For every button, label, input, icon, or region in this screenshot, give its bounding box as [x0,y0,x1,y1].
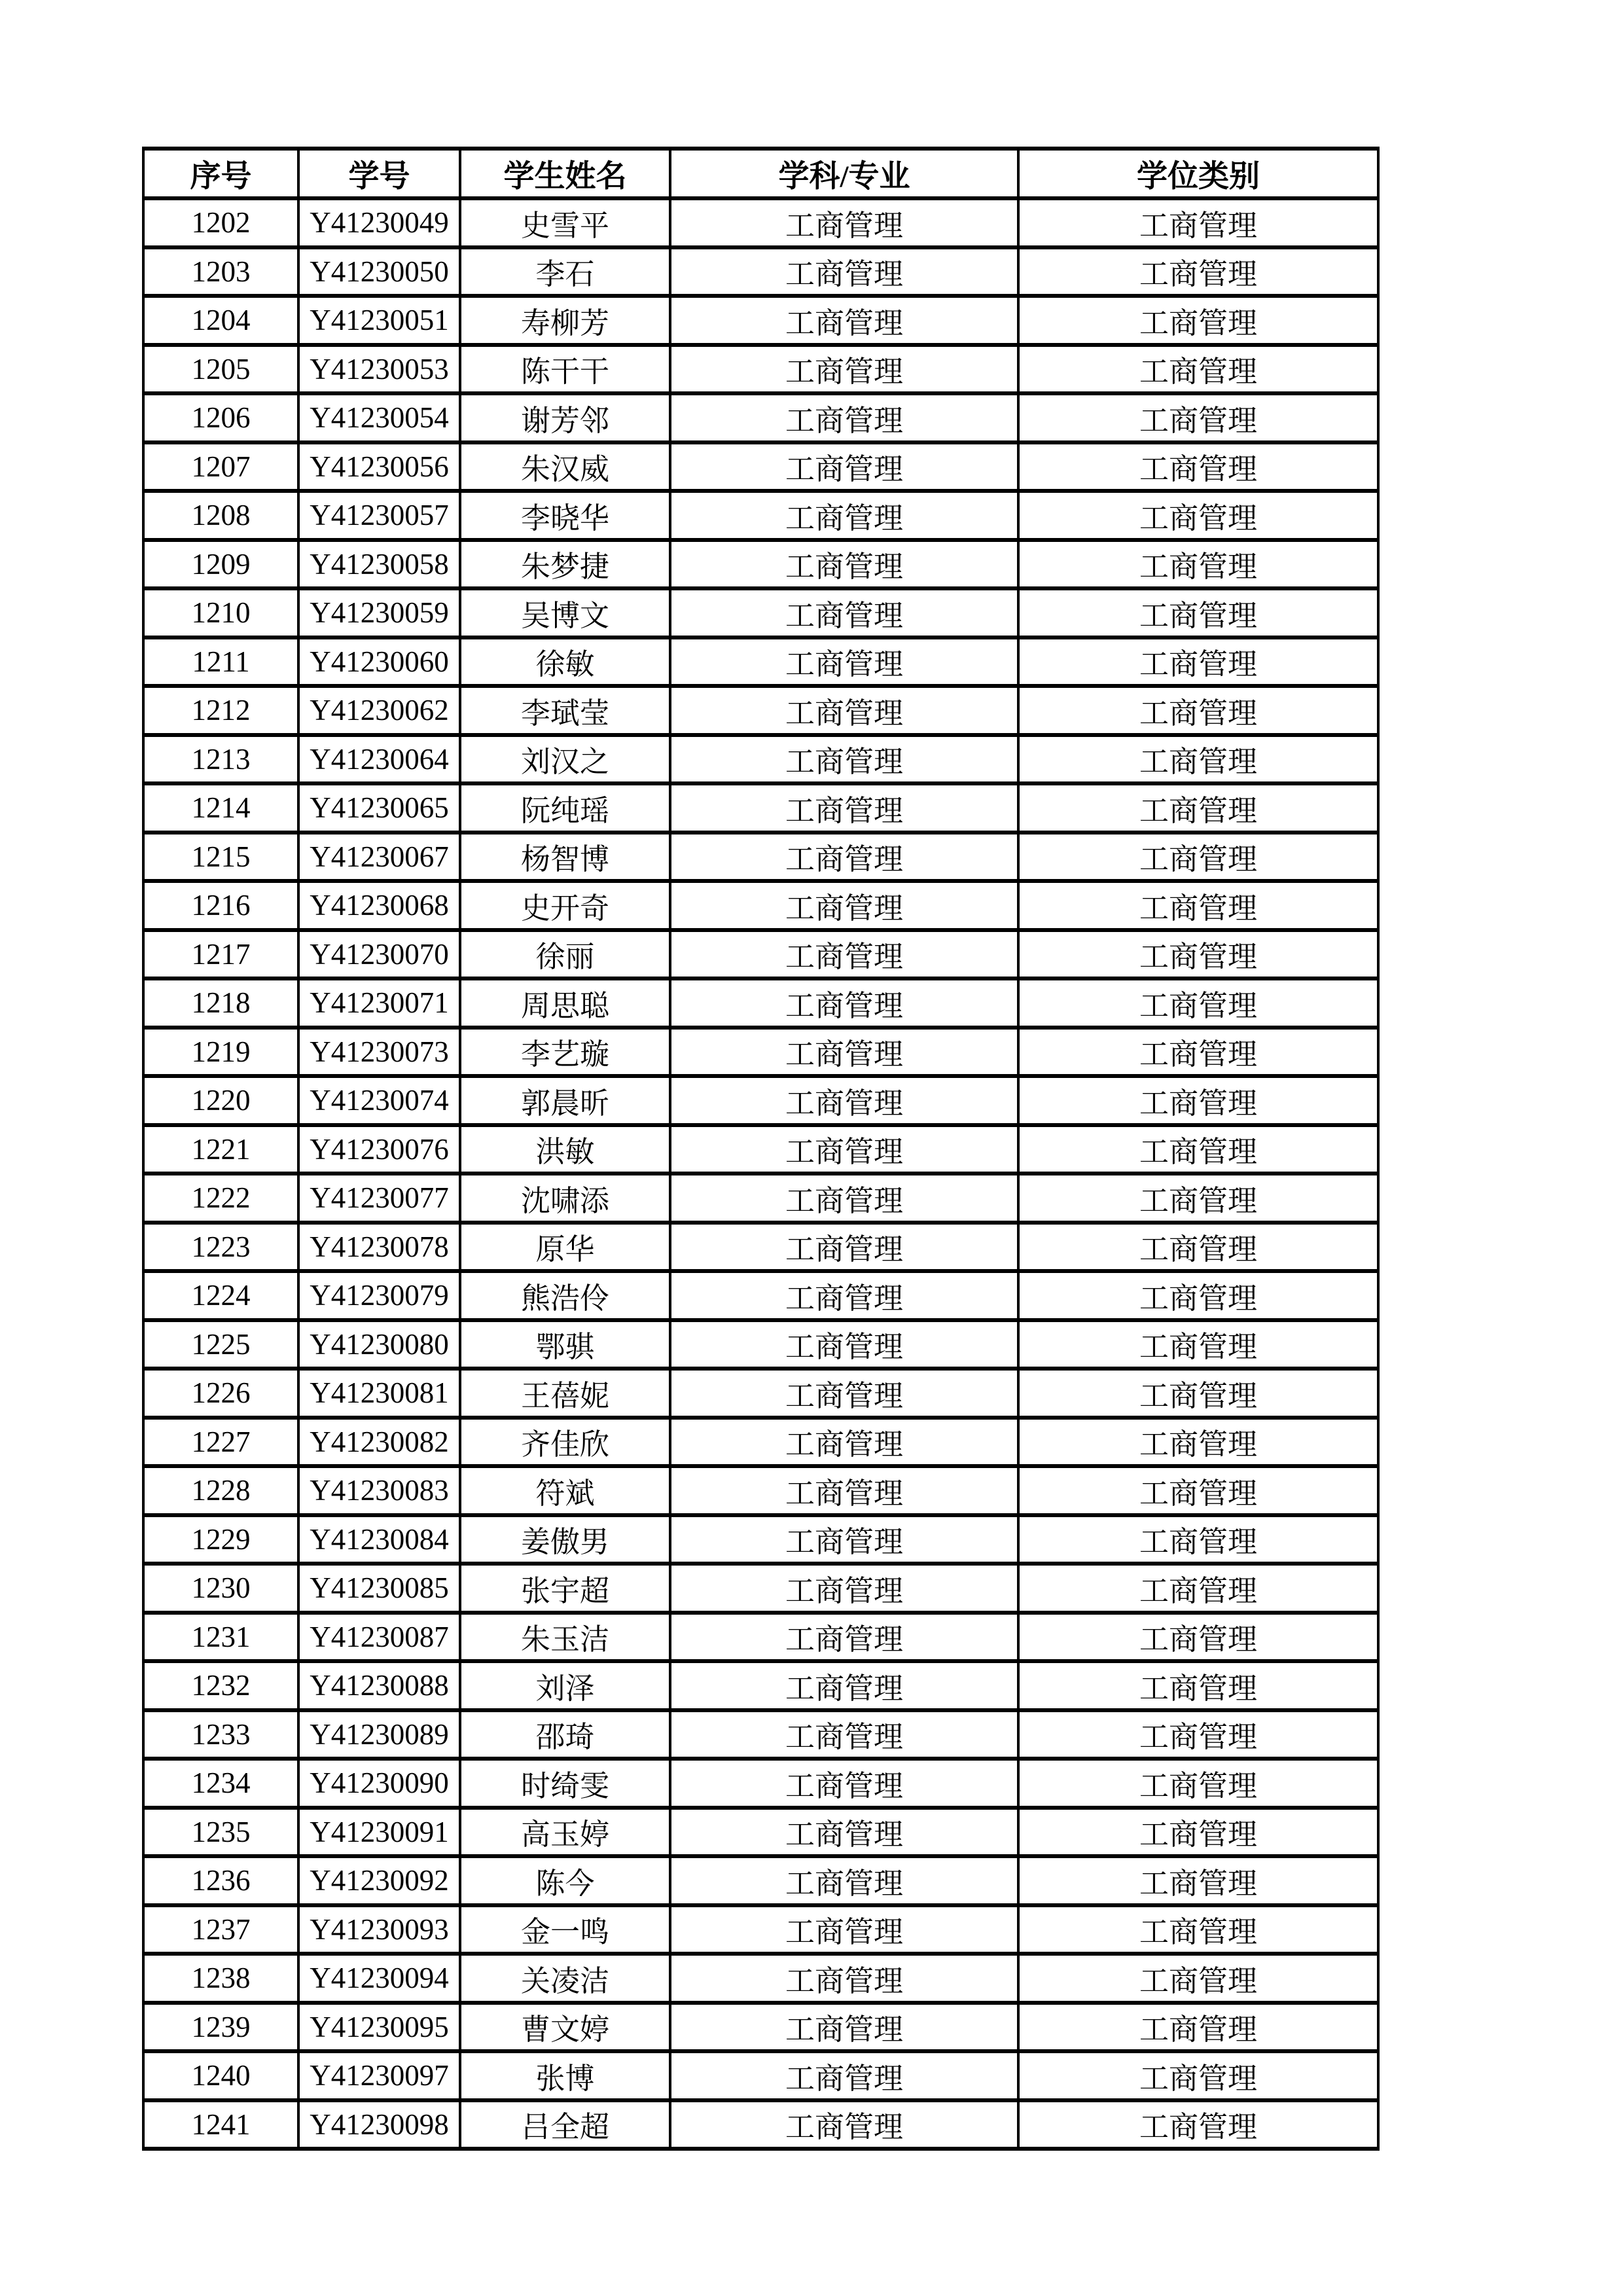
degree-cell: 工商管理 [1018,1905,1378,1954]
degree-cell: 工商管理 [1018,540,1378,589]
name-cell: 曹文婷 [460,2003,670,2052]
major-cell: 工商管理 [670,491,1018,540]
student-id-cell: Y41230059 [298,588,460,637]
table-row [143,1954,1378,2003]
degree-cell: 工商管理 [1018,2003,1378,2052]
student-id-cell: Y41230074 [298,1076,460,1125]
major-cell: 工商管理 [670,1759,1018,1808]
student-id-cell: Y41230081 [298,1369,460,1418]
serial-cell: 1209 [143,540,298,589]
degree-cell: 工商管理 [1018,296,1378,345]
major-cell: 工商管理 [670,686,1018,735]
student-id-cell: Y41230083 [298,1466,460,1515]
table-row [143,637,1378,687]
serial-cell: 1222 [143,1174,298,1223]
table-row [143,1125,1378,1174]
student-id-cell: Y41230093 [298,1905,460,1954]
serial-cell: 1240 [143,2051,298,2100]
name-cell: 陈干干 [460,345,670,394]
table-row [143,1076,1378,1125]
serial-cell: 1234 [143,1759,298,1808]
name-cell: 徐敏 [460,637,670,687]
major-cell: 工商管理 [670,588,1018,637]
name-cell: 原华 [460,1223,670,1272]
table-row [143,2003,1378,2052]
major-cell: 工商管理 [670,735,1018,784]
serial-cell: 1206 [143,393,298,442]
student-id-cell: Y41230078 [298,1223,460,1272]
degree-cell: 工商管理 [1018,930,1378,979]
serial-cell: 1221 [143,1125,298,1174]
major-cell: 工商管理 [670,1515,1018,1564]
serial-cell: 1220 [143,1076,298,1125]
serial-cell: 1216 [143,881,298,930]
degree-cell: 工商管理 [1018,1613,1378,1662]
serial-cell: 1207 [143,442,298,492]
table-row [143,833,1378,882]
degree-cell: 工商管理 [1018,881,1378,930]
degree-cell: 工商管理 [1018,1710,1378,1759]
degree-cell: 工商管理 [1018,1808,1378,1857]
student-id-cell: Y41230067 [298,833,460,882]
student-id-cell: Y41230085 [298,1564,460,1613]
column-header-student-id: 学号 [298,149,460,198]
name-cell: 李晓华 [460,491,670,540]
major-cell: 工商管理 [670,1320,1018,1369]
table-row [143,1564,1378,1613]
table-row [143,1613,1378,1662]
major-cell: 工商管理 [670,1223,1018,1272]
serial-cell: 1203 [143,247,298,296]
table-row [143,1466,1378,1515]
serial-cell: 1204 [143,296,298,345]
serial-cell: 1229 [143,1515,298,1564]
serial-cell: 1237 [143,1905,298,1954]
major-cell: 工商管理 [670,2051,1018,2100]
column-header-degree-type: 学位类别 [1018,149,1378,198]
major-cell: 工商管理 [670,1661,1018,1710]
student-id-cell: Y41230053 [298,345,460,394]
major-cell: 工商管理 [670,833,1018,882]
student-id-cell: Y41230089 [298,1710,460,1759]
major-cell: 工商管理 [670,881,1018,930]
degree-cell: 工商管理 [1018,1028,1378,1077]
degree-cell: 工商管理 [1018,198,1378,247]
table-row [143,1808,1378,1857]
name-cell: 史开奇 [460,881,670,930]
name-cell: 张博 [460,2051,670,2100]
student-id-cell: Y41230077 [298,1174,460,1223]
student-id-cell: Y41230076 [298,1125,460,1174]
major-cell: 工商管理 [670,1905,1018,1954]
serial-cell: 1238 [143,1954,298,2003]
major-cell: 工商管理 [670,198,1018,247]
name-cell: 洪敏 [460,1125,670,1174]
name-cell: 沈啸添 [460,1174,670,1223]
student-id-cell: Y41230082 [298,1418,460,1467]
table-row [143,1271,1378,1320]
major-cell: 工商管理 [670,1954,1018,2003]
table-row [143,1418,1378,1467]
serial-cell: 1227 [143,1418,298,1467]
name-cell: 吕全超 [460,2100,670,2149]
name-cell: 陈今 [460,1856,670,1905]
major-cell: 工商管理 [670,2100,1018,2149]
name-cell: 谢芳邻 [460,393,670,442]
serial-cell: 1208 [143,491,298,540]
student-id-cell: Y41230094 [298,1954,460,2003]
major-cell: 工商管理 [670,1808,1018,1857]
major-cell: 工商管理 [670,1466,1018,1515]
serial-cell: 1225 [143,1320,298,1369]
name-cell: 郭晨昕 [460,1076,670,1125]
degree-cell: 工商管理 [1018,833,1378,882]
student-id-cell: Y41230070 [298,930,460,979]
name-cell: 鄂骐 [460,1320,670,1369]
name-cell: 寿柳芳 [460,296,670,345]
table-row [143,198,1378,247]
student-id-cell: Y41230057 [298,491,460,540]
major-cell: 工商管理 [670,1174,1018,1223]
column-header-major: 学科/专业 [670,149,1018,198]
table-row [143,1223,1378,1272]
table-row [143,1028,1378,1077]
degree-cell: 工商管理 [1018,345,1378,394]
degree-cell: 工商管理 [1018,442,1378,492]
serial-cell: 1226 [143,1369,298,1418]
name-cell: 朱梦捷 [460,540,670,589]
table-row [143,1710,1378,1759]
serial-cell: 1232 [143,1661,298,1710]
table-row [143,686,1378,735]
student-id-cell: Y41230088 [298,1661,460,1710]
student-id-cell: Y41230095 [298,2003,460,2052]
name-cell: 熊浩伶 [460,1271,670,1320]
student-id-cell: Y41230068 [298,881,460,930]
degree-cell: 工商管理 [1018,978,1378,1028]
name-cell: 刘泽 [460,1661,670,1710]
table-row [143,393,1378,442]
degree-cell: 工商管理 [1018,1369,1378,1418]
serial-cell: 1217 [143,930,298,979]
major-cell: 工商管理 [670,540,1018,589]
student-id-cell: Y41230080 [298,1320,460,1369]
student-id-cell: Y41230050 [298,247,460,296]
name-cell: 朱汉威 [460,442,670,492]
name-cell: 姜傲男 [460,1515,670,1564]
serial-cell: 1205 [143,345,298,394]
degree-cell: 工商管理 [1018,1515,1378,1564]
student-id-cell: Y41230049 [298,198,460,247]
degree-cell: 工商管理 [1018,2051,1378,2100]
name-cell: 杨智博 [460,833,670,882]
student-id-cell: Y41230062 [298,686,460,735]
serial-cell: 1230 [143,1564,298,1613]
serial-cell: 1223 [143,1223,298,1272]
name-cell: 齐佳欣 [460,1418,670,1467]
degree-cell: 工商管理 [1018,1564,1378,1613]
table-row [143,588,1378,637]
name-cell: 李珷莹 [460,686,670,735]
name-cell: 时绮雯 [460,1759,670,1808]
student-id-cell: Y41230051 [298,296,460,345]
degree-cell: 工商管理 [1018,1418,1378,1467]
serial-cell: 1241 [143,2100,298,2149]
student-id-cell: Y41230097 [298,2051,460,2100]
table-row [143,1661,1378,1710]
table-row [143,1759,1378,1808]
students-roster-table [142,147,1380,2151]
name-cell: 吴博文 [460,588,670,637]
table-row [143,247,1378,296]
student-id-cell: Y41230065 [298,783,460,833]
degree-cell: 工商管理 [1018,491,1378,540]
name-cell: 周思聪 [460,978,670,1028]
degree-cell: 工商管理 [1018,1466,1378,1515]
serial-cell: 1211 [143,637,298,687]
serial-cell: 1218 [143,978,298,1028]
major-cell: 工商管理 [670,1613,1018,1662]
student-id-cell: Y41230087 [298,1613,460,1662]
name-cell: 王蓓妮 [460,1369,670,1418]
column-header-student-name: 学生姓名 [460,149,670,198]
degree-cell: 工商管理 [1018,637,1378,687]
degree-cell: 工商管理 [1018,1954,1378,2003]
degree-cell: 工商管理 [1018,1759,1378,1808]
major-cell: 工商管理 [670,1856,1018,1905]
degree-cell: 工商管理 [1018,1174,1378,1223]
degree-cell: 工商管理 [1018,1223,1378,1272]
serial-cell: 1202 [143,198,298,247]
serial-cell: 1224 [143,1271,298,1320]
serial-cell: 1213 [143,735,298,784]
major-cell: 工商管理 [670,1076,1018,1125]
serial-cell: 1219 [143,1028,298,1077]
serial-cell: 1210 [143,588,298,637]
major-cell: 工商管理 [670,1125,1018,1174]
table-row [143,1174,1378,1223]
student-id-cell: Y41230071 [298,978,460,1028]
major-cell: 工商管理 [670,978,1018,1028]
major-cell: 工商管理 [670,1564,1018,1613]
major-cell: 工商管理 [670,637,1018,687]
name-cell: 张宇超 [460,1564,670,1613]
degree-cell: 工商管理 [1018,247,1378,296]
major-cell: 工商管理 [670,393,1018,442]
degree-cell: 工商管理 [1018,588,1378,637]
major-cell: 工商管理 [670,1710,1018,1759]
major-cell: 工商管理 [670,783,1018,833]
column-header-serial: 序号 [143,149,298,198]
serial-cell: 1212 [143,686,298,735]
table-row [143,296,1378,345]
student-id-cell: Y41230073 [298,1028,460,1077]
student-id-cell: Y41230090 [298,1759,460,1808]
name-cell: 符斌 [460,1466,670,1515]
serial-cell: 1236 [143,1856,298,1905]
name-cell: 高玉婷 [460,1808,670,1857]
roster-body [143,198,1378,2149]
student-id-cell: Y41230084 [298,1515,460,1564]
degree-cell: 工商管理 [1018,686,1378,735]
degree-cell: 工商管理 [1018,1320,1378,1369]
student-id-cell: Y41230056 [298,442,460,492]
serial-cell: 1215 [143,833,298,882]
serial-cell: 1231 [143,1613,298,1662]
degree-cell: 工商管理 [1018,1661,1378,1710]
table-row [143,783,1378,833]
name-cell: 阮纯瑶 [460,783,670,833]
serial-cell: 1235 [143,1808,298,1857]
major-cell: 工商管理 [670,296,1018,345]
major-cell: 工商管理 [670,1028,1018,1077]
table-row [143,978,1378,1028]
major-cell: 工商管理 [670,442,1018,492]
serial-cell: 1228 [143,1466,298,1515]
table-row [143,345,1378,394]
degree-cell: 工商管理 [1018,393,1378,442]
table-row [143,1856,1378,1905]
table-row [143,1320,1378,1369]
degree-cell: 工商管理 [1018,2100,1378,2149]
major-cell: 工商管理 [670,345,1018,394]
name-cell: 金一鸣 [460,1905,670,1954]
name-cell: 关凌洁 [460,1954,670,2003]
serial-cell: 1233 [143,1710,298,1759]
serial-cell: 1214 [143,783,298,833]
student-id-cell: Y41230060 [298,637,460,687]
table-row [143,2100,1378,2149]
student-id-cell: Y41230064 [298,735,460,784]
name-cell: 李石 [460,247,670,296]
table-row [143,1369,1378,1418]
major-cell: 工商管理 [670,2003,1018,2052]
name-cell: 史雪平 [460,198,670,247]
degree-cell: 工商管理 [1018,1856,1378,1905]
name-cell: 邵琦 [460,1710,670,1759]
major-cell: 工商管理 [670,930,1018,979]
name-cell: 刘汉之 [460,735,670,784]
table-row [143,2051,1378,2100]
degree-cell: 工商管理 [1018,1271,1378,1320]
table-row [143,491,1378,540]
degree-cell: 工商管理 [1018,1076,1378,1125]
student-id-cell: Y41230098 [298,2100,460,2149]
name-cell: 李艺璇 [460,1028,670,1077]
student-id-cell: Y41230091 [298,1808,460,1857]
table-row [143,881,1378,930]
table-row [143,1905,1378,1954]
degree-cell: 工商管理 [1018,1125,1378,1174]
header-row [143,149,1378,198]
table-row [143,540,1378,589]
name-cell: 徐丽 [460,930,670,979]
degree-cell: 工商管理 [1018,735,1378,784]
major-cell: 工商管理 [670,1418,1018,1467]
major-cell: 工商管理 [670,1271,1018,1320]
student-id-cell: Y41230054 [298,393,460,442]
major-cell: 工商管理 [670,1369,1018,1418]
student-id-cell: Y41230058 [298,540,460,589]
table-row [143,930,1378,979]
degree-cell: 工商管理 [1018,783,1378,833]
table-row [143,1515,1378,1564]
major-cell: 工商管理 [670,247,1018,296]
name-cell: 朱玉洁 [460,1613,670,1662]
student-id-cell: Y41230079 [298,1271,460,1320]
student-id-cell: Y41230092 [298,1856,460,1905]
serial-cell: 1239 [143,2003,298,2052]
table-row [143,735,1378,784]
table-row [143,442,1378,492]
